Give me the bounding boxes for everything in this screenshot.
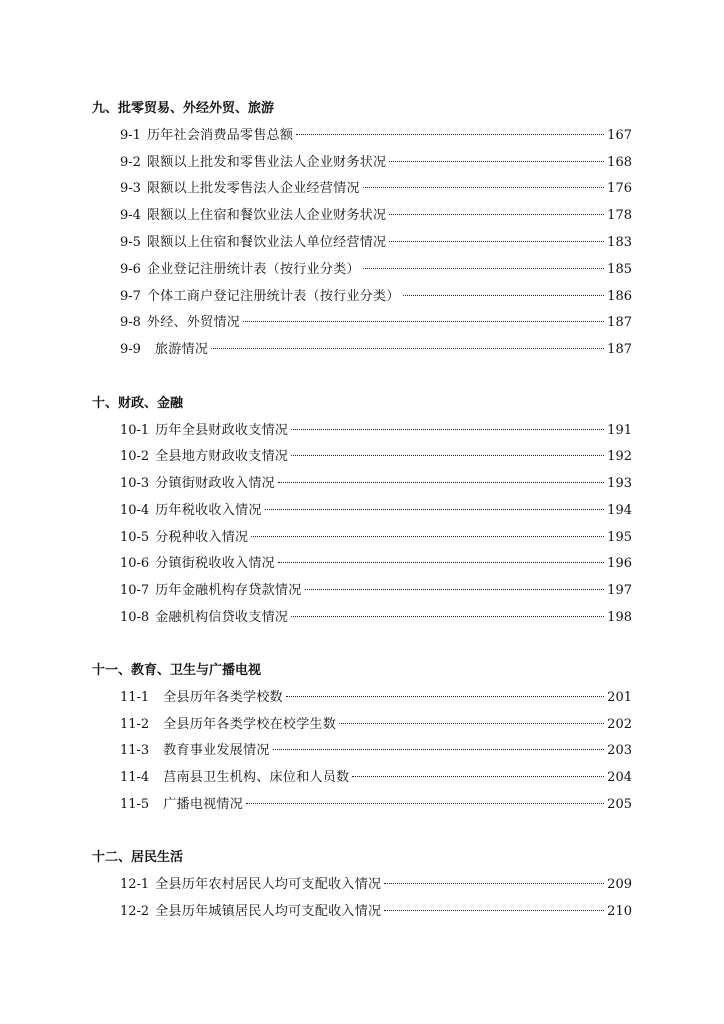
- dot-leader: [265, 509, 605, 510]
- entry-title: 限额以上住宿和餐饮业法人单位经营情况: [146, 235, 387, 250]
- dot-leader: [286, 696, 604, 697]
- toc-entry[interactable]: [120, 475, 632, 493]
- dot-leader: [273, 749, 605, 750]
- entry-title: 历年税收收入情况: [155, 503, 262, 518]
- entry-number: 10-3: [120, 476, 150, 491]
- entry-title: 全县历年各类学校在校学生数: [163, 717, 337, 732]
- entry-number: 12-2: [120, 904, 150, 919]
- toc-entry[interactable]: [120, 502, 632, 520]
- entry-title: 限额以上批发和零售业法人企业财务状况: [146, 155, 387, 170]
- entry-page: 198: [607, 610, 632, 625]
- entry-page: 205: [607, 797, 632, 812]
- entry-page: 204: [607, 770, 632, 785]
- toc-entry[interactable]: [120, 716, 632, 734]
- entry-page: 209: [607, 877, 632, 892]
- entry-title: 全县历年农村居民人均可支配收入情况: [155, 877, 382, 892]
- entry-number: 11-3: [120, 743, 150, 758]
- dot-leader: [211, 348, 604, 349]
- dot-leader: [363, 187, 604, 188]
- entry-number: 9-4: [120, 208, 141, 223]
- entry-page: 187: [607, 315, 632, 330]
- entry-page: 168: [607, 155, 632, 170]
- entry-number: 9-6: [120, 262, 141, 277]
- entry-title: 旅游情况: [154, 342, 209, 357]
- toc-entry[interactable]: [120, 288, 632, 306]
- entry-title: 外经、外贸情况: [146, 315, 241, 330]
- entry-number: 9-1: [120, 128, 141, 143]
- entry-number: 9-8: [120, 315, 141, 330]
- section-title-10: 十、财政、金融: [92, 396, 184, 411]
- entry-title: 全县历年各类学校数: [163, 690, 283, 705]
- entry-number: 11-2: [120, 717, 150, 732]
- entry-number: 9-9: [120, 342, 141, 357]
- entry-number: 10-1: [120, 423, 150, 438]
- entry-number: 10-4: [120, 503, 150, 518]
- entry-page: 195: [607, 530, 632, 545]
- toc-entry[interactable]: [120, 127, 632, 145]
- entry-number: 10-6: [120, 556, 150, 571]
- entry-page: 191: [607, 423, 632, 438]
- entry-page: 201: [607, 690, 632, 705]
- entry-title: 全县历年城镇居民人均可支配收入情况: [155, 904, 382, 919]
- entry-page: 203: [607, 743, 632, 758]
- entry-page: 192: [607, 449, 632, 464]
- toc-entry[interactable]: [120, 314, 632, 332]
- entry-page: 187: [607, 342, 632, 357]
- dot-leader: [352, 776, 604, 777]
- entry-page: 196: [607, 556, 632, 571]
- toc-entry[interactable]: [120, 609, 632, 627]
- entry-title: 个体工商户登记注册统计表（按行业分类）: [146, 289, 400, 304]
- entry-title: 企业登记注册统计表（按行业分类）: [146, 262, 360, 277]
- entry-page: 194: [607, 503, 632, 518]
- entry-page: 193: [607, 476, 632, 491]
- toc-entry[interactable]: [120, 689, 632, 707]
- toc-entry[interactable]: [120, 582, 632, 600]
- entry-number: 9-5: [120, 235, 141, 250]
- toc-entry[interactable]: [120, 448, 632, 466]
- dot-leader: [291, 429, 604, 430]
- entry-page: 202: [607, 717, 632, 732]
- entry-number: 9-3: [120, 181, 141, 196]
- entry-page: 178: [607, 208, 632, 223]
- toc-entry[interactable]: [120, 234, 632, 252]
- entry-page: 167: [607, 128, 632, 143]
- dot-leader: [384, 883, 604, 884]
- dot-leader: [389, 241, 604, 242]
- section-title-9: 九、批零贸易、外经外贸、旅游: [92, 101, 275, 116]
- entry-number: 10-2: [120, 449, 150, 464]
- toc-entry[interactable]: [120, 207, 632, 225]
- entry-title: 金融机构信贷收支情况: [155, 610, 289, 625]
- dot-leader: [278, 562, 604, 563]
- entry-title: 广播电视情况: [163, 797, 244, 812]
- entry-number: 10-5: [120, 530, 150, 545]
- dot-leader: [251, 536, 604, 537]
- entry-number: 10-7: [120, 583, 150, 598]
- entry-page: 186: [607, 289, 632, 304]
- entry-page: 185: [607, 262, 632, 277]
- dot-leader: [243, 321, 604, 322]
- dot-leader: [389, 214, 604, 215]
- dot-leader: [296, 134, 604, 135]
- entry-title: 历年全县财政收支情况: [155, 423, 289, 438]
- entry-title: 分镇街财政收入情况: [155, 476, 275, 491]
- dot-leader: [291, 616, 604, 617]
- entry-title: 限额以上批发零售法人企业经营情况: [146, 181, 360, 196]
- entry-number: 11-5: [120, 797, 150, 812]
- entry-number: 9-2: [120, 155, 141, 170]
- dot-leader: [339, 723, 604, 724]
- entry-page: 210: [607, 904, 632, 919]
- toc-entry[interactable]: [120, 796, 632, 814]
- toc-entry[interactable]: [120, 529, 632, 547]
- section-title-12: 十二、居民生活: [92, 850, 184, 865]
- section-title-11: 十一、教育、卫生与广播电视: [92, 663, 262, 678]
- toc-entry[interactable]: [120, 180, 632, 198]
- toc-entry[interactable]: [120, 876, 632, 894]
- entry-number: 11-1: [120, 690, 150, 705]
- entry-number: 9-7: [120, 289, 141, 304]
- dot-leader: [389, 161, 604, 162]
- entry-page: 183: [607, 235, 632, 250]
- dot-leader: [384, 910, 604, 911]
- entry-title: 分镇街税收收入情况: [155, 556, 275, 571]
- dot-leader: [363, 268, 604, 269]
- entry-title: 分税种收入情况: [155, 530, 249, 545]
- toc-entry[interactable]: [120, 769, 632, 787]
- dot-leader: [403, 295, 605, 296]
- toc-entry[interactable]: [120, 341, 632, 359]
- dot-leader: [278, 482, 604, 483]
- entry-page: 176: [607, 181, 632, 196]
- entry-title: 历年金融机构存贷款情况: [155, 583, 302, 598]
- toc-entry[interactable]: [120, 555, 632, 573]
- entry-title: 历年社会消费品零售总额: [146, 128, 294, 143]
- entry-title: 莒南县卫生机构、床位和人员数: [163, 770, 350, 785]
- dot-leader: [291, 455, 604, 456]
- entry-number: 12-1: [120, 877, 150, 892]
- toc-entry[interactable]: [120, 261, 632, 279]
- toc-entry[interactable]: [120, 422, 632, 440]
- toc-entry[interactable]: [120, 154, 632, 172]
- entry-title: 教育事业发展情况: [163, 743, 270, 758]
- toc-entry[interactable]: [120, 742, 632, 760]
- toc-entry[interactable]: [120, 903, 632, 921]
- entry-title: 全县地方财政收支情况: [155, 449, 289, 464]
- dot-leader: [246, 803, 604, 804]
- dot-leader: [305, 589, 605, 590]
- entry-page: 197: [607, 583, 632, 598]
- entry-title: 限额以上住宿和餐饮业法人企业财务状况: [146, 208, 387, 223]
- entry-number: 11-4: [120, 770, 150, 785]
- entry-number: 10-8: [120, 610, 150, 625]
